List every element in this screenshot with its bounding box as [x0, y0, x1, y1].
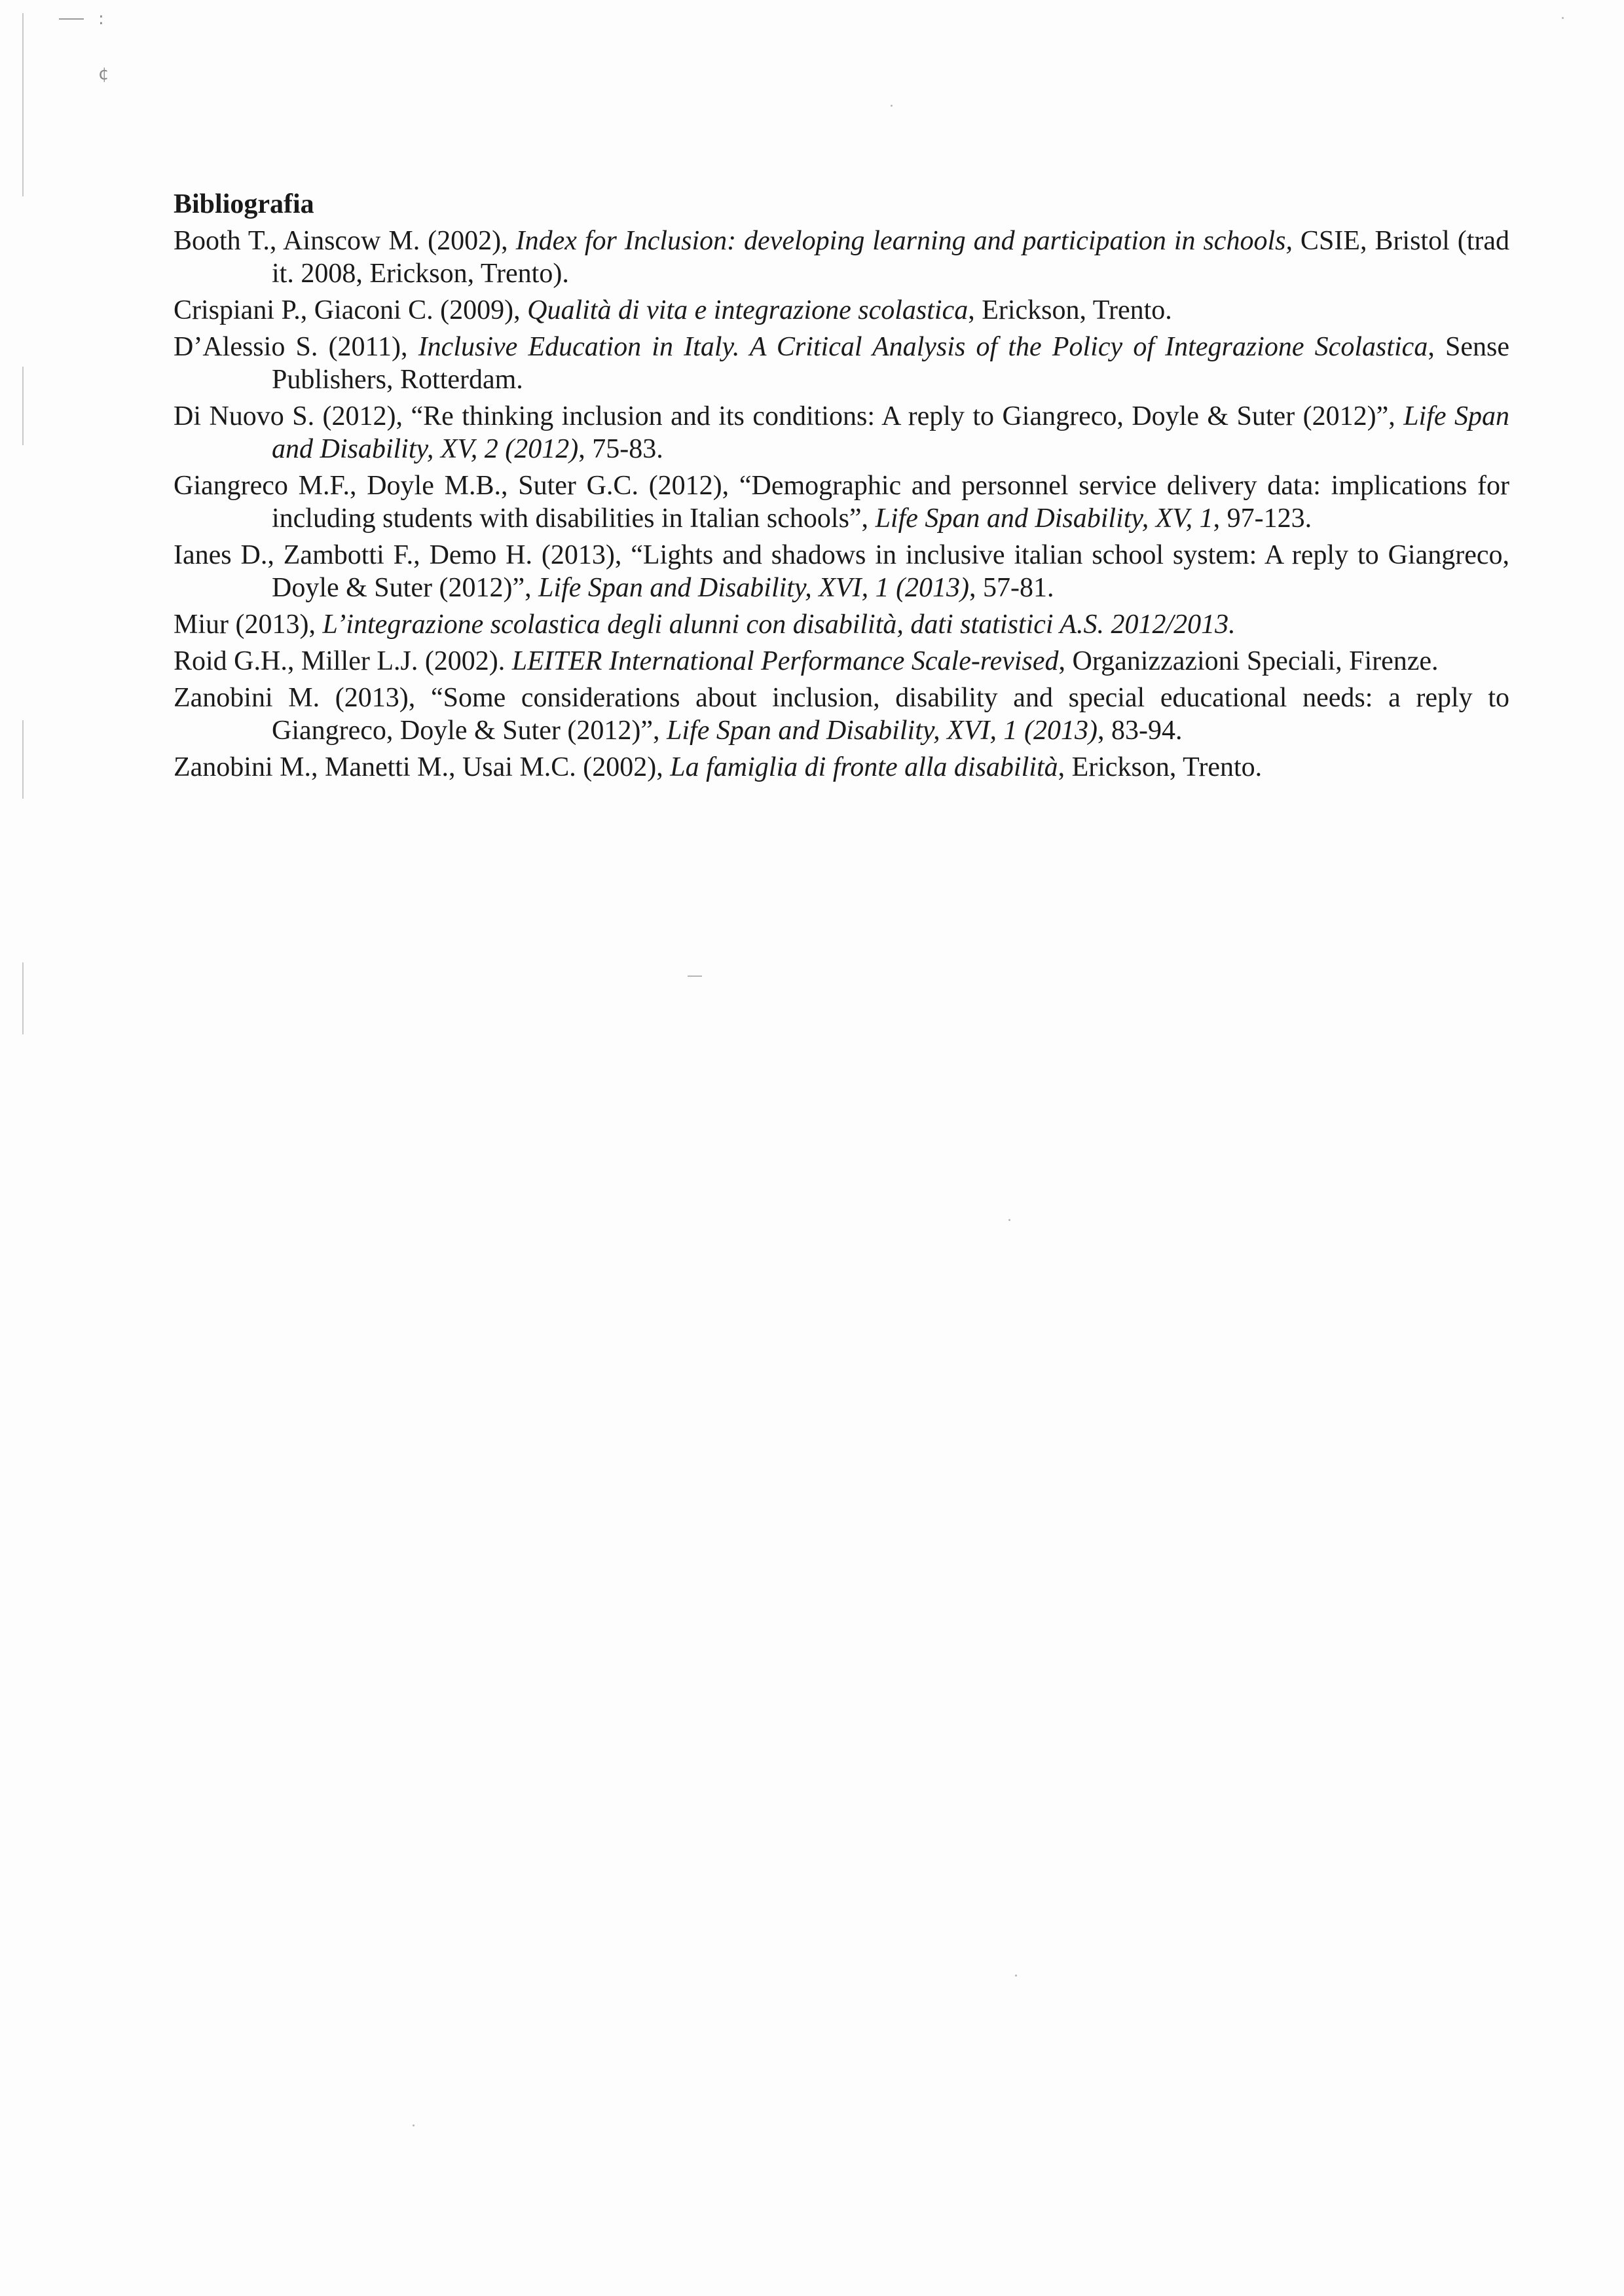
reference-entry [174, 539, 1509, 604]
reference-text: Booth T., Ainscow M. (2002), [174, 226, 516, 256]
reference-title: Inclusive Education in Italy. A Critical Analysis of the Policy of Integrazione Scolastica [418, 332, 1428, 362]
reference-text: Di Nuovo S. (2012), “Re thinking inclusion and its conditions: A reply to Giangreco, Doyle & Suter (2012)”, [174, 401, 1404, 431]
scan-edge-line [22, 962, 24, 1034]
scan-speck [891, 105, 893, 107]
reference-title: Index for Inclusion: developing learning and participation in schools, [515, 226, 1293, 256]
scan-speck [1015, 1975, 1017, 1977]
reference-entry [174, 608, 1509, 641]
scan-corner-glyph: : [98, 9, 104, 29]
reference-text: , 57-81. [969, 573, 1054, 603]
reference-text: , Sense Publishers, Rotterdam. [272, 332, 1509, 395]
reference-text: , 83-94. [1097, 716, 1183, 746]
reference-text: , Erickson, Trento. [968, 295, 1172, 325]
reference-entry [174, 331, 1509, 396]
scan-speck [688, 975, 702, 977]
scan-speck [1008, 1219, 1010, 1221]
reference-text: Miur (2013), [174, 610, 323, 640]
bibliography-section [174, 187, 1509, 788]
reference-text: CSIE, Bristol (trad it. 2008, Erickson, Trento). [272, 226, 1510, 289]
scan-speck [1562, 17, 1564, 19]
reference-list [174, 225, 1509, 784]
reference-text: , Erickson, Trento. [1058, 752, 1263, 782]
scan-edge-line [22, 367, 24, 445]
reference-title: L’integrazione scolastica degli alunni con disabilità, dati statistici A.S. 2012/2013. [322, 610, 1236, 640]
reference-text: D’Alessio S. (2011), [174, 332, 418, 362]
reference-text: Zanobini M., Manetti M., Usai M.C. (2002), [174, 752, 671, 782]
reference-text: , Organizzazioni Speciali, Firenze. [1058, 646, 1439, 676]
reference-text: Zanobini M. (2013), “Some considerations about inclusion, disability and special educational needs: a reply to Giangreco, Doyle & Suter (2012)”, [174, 683, 1509, 746]
reference-title: Life Span and Disability, XVI, 1 (2013) [667, 716, 1098, 746]
reference-title: Qualità di vita e integrazione scolastica [527, 295, 969, 325]
reference-title: Life Span and Disability, XVI, 1 (2013) [538, 573, 970, 603]
reference-text: , 97-123. [1213, 503, 1312, 534]
reference-entry [174, 682, 1509, 747]
scan-speck [413, 2124, 415, 2126]
reference-text: Ianes D., Zambotti F., Demo H. (2013), “Lights and shadows in inclusive italian school system: A reply to Giangreco, Doyle & Suter (2012)”, [174, 540, 1509, 603]
reference-title: La famiglia di fronte alla disabilità [670, 752, 1058, 782]
scan-corner-glyph: ¢ [98, 64, 109, 84]
reference-entry [174, 294, 1509, 327]
reference-entry [174, 225, 1509, 290]
reference-text: , 75-83. [578, 434, 663, 464]
scan-corner-mark [59, 18, 84, 20]
reference-entry [174, 645, 1509, 678]
reference-entry [174, 469, 1509, 535]
reference-title: Life Span and Disability, XV, 2 (2012) [272, 401, 1509, 464]
reference-text: Roid G.H., Miller L.J. (2002). [174, 646, 512, 676]
scan-edge-line [22, 720, 24, 799]
reference-entry [174, 751, 1509, 784]
reference-title: LEITER International Performance Scale-revised [511, 646, 1059, 676]
section-heading: Bibliografia [174, 189, 314, 219]
scan-edge-line [22, 13, 24, 196]
reference-text: Giangreco M.F., Doyle M.B., Suter G.C. (2012), “Demographic and personnel service delivery data: implications for including students with disabilities in Italian schools”, [174, 471, 1509, 534]
reference-text: Crispiani P., Giaconi C. (2009), [174, 295, 528, 325]
reference-title: Life Span and Disability, XV, 1 [875, 503, 1213, 534]
reference-entry [174, 400, 1509, 465]
